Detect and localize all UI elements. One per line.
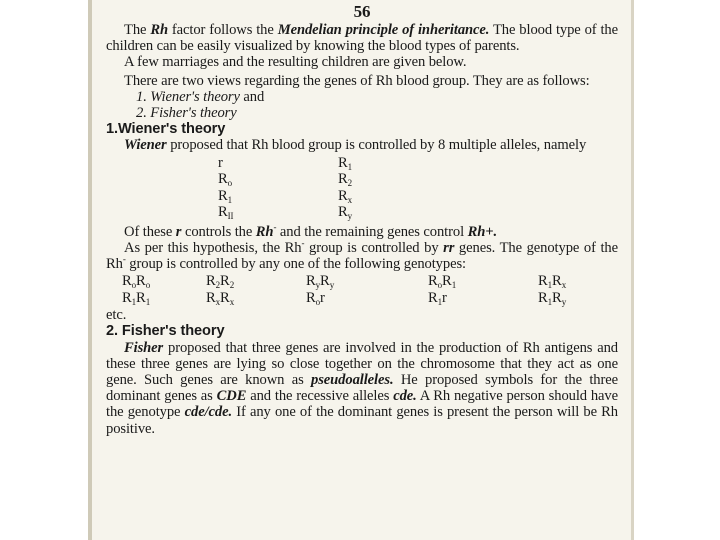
marriages-paragraph: A few marriages and the resulting children are given below. bbox=[124, 54, 467, 71]
views-item-1-suffix: and bbox=[239, 88, 265, 105]
fisher-text: He proposed symbols for the three dominant genes as bbox=[106, 372, 618, 405]
r-allele: r bbox=[175, 223, 182, 240]
wiener-paragraph bbox=[106, 137, 618, 153]
cde-recessive: cde. bbox=[393, 388, 417, 405]
intro-text: The blood type of the children can be easily visualized by knowing the blood types of parents. bbox=[106, 22, 619, 55]
genotype: $R_2R_2$ bbox=[206, 273, 235, 291]
minus-sign: - bbox=[273, 221, 277, 232]
allele-subscript: o bbox=[227, 178, 233, 189]
wiener-text: proposed that Rh blood group is controlled by 8 multiple alleles, namely bbox=[166, 137, 587, 154]
hypothesis-text: As per this hypothesis, the Rh bbox=[124, 239, 302, 256]
wiener-theory-ref: 1. Wiener's theory bbox=[136, 88, 240, 105]
wiener-name: Wiener bbox=[124, 137, 167, 154]
genotype: $R_1R_x$ bbox=[538, 273, 567, 291]
page-content bbox=[106, 2, 618, 437]
hypothesis-paragraph bbox=[106, 237, 618, 273]
rh-term: Rh bbox=[255, 223, 274, 240]
allele-subscript: 1 bbox=[227, 194, 233, 205]
genotype: $R_xR_x$ bbox=[206, 289, 235, 307]
allele-column-left bbox=[218, 155, 233, 221]
scanned-page bbox=[88, 0, 634, 540]
of-these-paragraph bbox=[106, 221, 618, 240]
allele-column-right bbox=[338, 155, 352, 221]
allele: $R_1$ bbox=[218, 187, 233, 205]
genotype: $R_1r$ bbox=[428, 289, 447, 307]
mendelian-term: Mendelian principle of inheritance. bbox=[277, 22, 490, 38]
fisher-text: A Rh negative person should have the genotype bbox=[106, 388, 619, 421]
genotype: $R_oR_1$ bbox=[428, 273, 457, 291]
genotype-column bbox=[428, 273, 456, 306]
pseudoalleles-term: pseudoalleles. bbox=[311, 372, 394, 389]
intro-text: The bbox=[124, 22, 151, 38]
genotype: $R_1R_1$ bbox=[122, 289, 151, 307]
page-number: 56 bbox=[353, 2, 371, 21]
genotype: $R_oR_o$ bbox=[122, 273, 151, 291]
wiener-heading: 1.Wiener's theory bbox=[106, 121, 226, 138]
of-these-text: and the remaining genes control bbox=[276, 223, 468, 240]
fisher-text: and the recessive alleles bbox=[246, 388, 394, 405]
views-item-1 bbox=[106, 89, 618, 105]
allele-list bbox=[106, 155, 618, 221]
allele: $R_2$ bbox=[338, 171, 353, 189]
rh-positive-term: Rh+. bbox=[467, 223, 498, 240]
genotype: $R_or$ bbox=[306, 289, 325, 307]
allele-subscript: II bbox=[227, 211, 234, 222]
hypothesis-text: group is controlled by bbox=[304, 239, 444, 256]
rh-term: Rh bbox=[150, 22, 168, 38]
allele: $R_o$ bbox=[218, 171, 233, 189]
minus-sign: - bbox=[122, 254, 126, 265]
fisher-text: proposed that three genes are involved in the production of Rh antigens and these three genes are lying so close together on the chromosome that they act as one gene. Such genes are known as bbox=[106, 339, 618, 389]
fisher-heading: 2. Fisher's theory bbox=[106, 323, 225, 340]
minus-sign: - bbox=[301, 237, 305, 248]
genotype-column bbox=[538, 273, 566, 306]
etc-text: etc. bbox=[106, 307, 127, 324]
allele-subscript: 2 bbox=[347, 178, 353, 189]
allele: $R_{II}$ bbox=[218, 204, 234, 222]
allele: $R_1$ bbox=[338, 154, 353, 172]
intro-text: factor follows the bbox=[167, 22, 278, 38]
genotype-column bbox=[306, 273, 334, 306]
genotype-table bbox=[106, 273, 618, 307]
of-these-text: Of these bbox=[124, 223, 176, 240]
fisher-name: Fisher bbox=[124, 339, 164, 356]
fisher-paragraph bbox=[106, 340, 618, 437]
cde-genotype: cde/cde. bbox=[184, 404, 233, 421]
allele: r bbox=[218, 154, 223, 171]
hypothesis-text: group is controlled by any one of the following genotypes: bbox=[125, 256, 466, 273]
allele-subscript: x bbox=[347, 194, 353, 205]
genotype: $R_1R_y$ bbox=[538, 289, 567, 307]
genotype-column bbox=[206, 273, 234, 306]
genotype-column bbox=[122, 273, 150, 306]
intro-paragraph bbox=[106, 22, 618, 54]
genotype: $R_yR_y$ bbox=[306, 273, 335, 291]
views-paragraph: There are two views regarding the genes of Rh blood group. They are as follows: bbox=[124, 72, 590, 89]
views-item-2 bbox=[106, 105, 618, 121]
allele: $R_y$ bbox=[338, 204, 353, 222]
rr-genes: rr bbox=[443, 239, 455, 256]
of-these-text: controls the bbox=[181, 223, 256, 240]
hypothesis-text: genes. The genotype of the Rh bbox=[106, 239, 618, 273]
fisher-text: If any one of the dominant genes is present the person will be Rh positive. bbox=[106, 404, 618, 437]
allele: $R_x$ bbox=[338, 187, 353, 205]
cde-dominant: CDE bbox=[216, 388, 247, 405]
allele-subscript: 1 bbox=[347, 161, 353, 172]
allele-subscript: y bbox=[347, 211, 353, 222]
fisher-theory-ref: 2. Fisher's theory bbox=[136, 105, 237, 122]
